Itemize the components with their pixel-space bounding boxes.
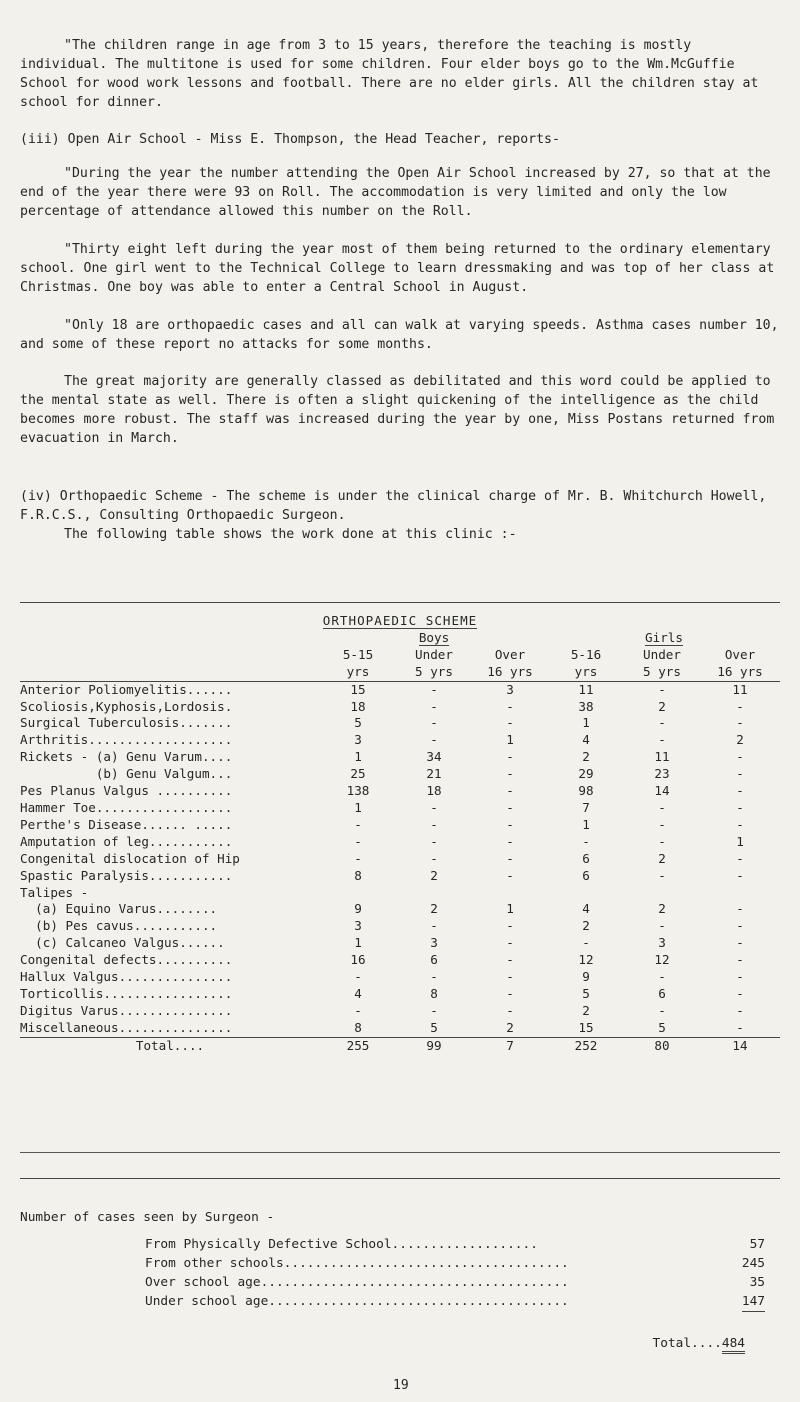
table-cell: 21 [426, 766, 442, 782]
table-cell: - [736, 850, 744, 866]
table-cell: - [430, 969, 438, 985]
summary-row [145, 1293, 765, 1311]
total-cell: 99 [426, 1037, 442, 1053]
table-cell: - [736, 985, 744, 1001]
table-row [20, 868, 780, 885]
table-cell: - [658, 918, 666, 934]
table-cell: - [736, 935, 744, 951]
table-row [20, 851, 780, 868]
table-cell: 3 [658, 935, 666, 951]
table-cell: - [658, 732, 666, 748]
paragraph-children-age: "The children range in age from 3 to 15 years, therefore the teaching is mostly individual. The multitone is used for some children. Four elder boys go to the Wm.McGuffie School for wood work lessons and football. There are no elder girls. All the children stay at school for dinner. [20, 38, 759, 110]
table-cell: 2 [472, 1020, 548, 1037]
col-head-line1: Over [494, 646, 526, 662]
col-head-line1: 5-16 [570, 646, 602, 662]
table-cell: 2 [736, 732, 744, 748]
table-cell: - [430, 816, 438, 832]
table-cell: 6 [430, 952, 438, 968]
table-cell: 1 [506, 732, 514, 748]
table-bottom-rule [20, 1178, 780, 1179]
table-cell: 2 [582, 918, 590, 934]
table-cell [624, 885, 700, 902]
col-head-line2: 5 yrs [624, 664, 700, 681]
table-cell: - [736, 952, 744, 968]
table-cell: - [736, 1002, 744, 1018]
group-header-girls: Girls [645, 629, 683, 645]
table-cell: 3 [354, 732, 362, 748]
row-label: Scoliosis,Kyphosis,Lordosis. [20, 698, 233, 714]
table-cell: - [736, 715, 744, 731]
heading-open-air-school: (iii) Open Air School - Miss E. Thompson, the Head Teacher, reports- [20, 132, 560, 147]
table-cell: 2 [658, 850, 666, 866]
table-cell: - [658, 816, 666, 832]
table-cell: - [506, 1002, 514, 1018]
table-cell: - [506, 816, 514, 832]
table-cell: 3 [354, 918, 362, 934]
table-cell: 1 [506, 901, 514, 917]
total-rule [20, 1152, 780, 1153]
col-head-line1: Under [643, 646, 681, 662]
summary-row-label: From other schools..................................... [145, 1256, 569, 1271]
summary-row [145, 1274, 765, 1292]
table-cell: 15 [350, 681, 366, 697]
table-cell: - [506, 952, 514, 968]
table-cell: - [736, 901, 744, 917]
table-row [20, 918, 780, 935]
heading-orthopaedic-scheme: (iv) Orthopaedic Scheme - The scheme is under the clinical charge of Mr. B. Whitchurch Howell, F.R.C.S., Consulting Orthopaedic Surgeon. [20, 489, 767, 523]
table-cell: - [430, 833, 438, 849]
table-cell: 23 [654, 766, 670, 782]
table-cell: 5 [396, 1020, 472, 1037]
table-cell: 98 [578, 783, 594, 799]
table-cell: - [736, 918, 744, 934]
row-label: Arthritis................... [20, 732, 233, 748]
table-cell: 2 [582, 749, 590, 765]
table-cell: 9 [582, 969, 590, 985]
table-row [20, 834, 780, 851]
table-cell: 6 [658, 985, 666, 1001]
table-cell: - [736, 816, 744, 832]
table-cell: - [430, 799, 438, 815]
table-cell: 6 [582, 867, 590, 883]
col-head-line1: 5-15 [342, 646, 374, 662]
paragraph-orthopaedic-cases: "Only 18 are orthopaedic cases and all can walk at varying speeds. Asthma cases number 10, and some of these report no attacks for some months. [20, 318, 779, 352]
table-cell: 3 [506, 681, 514, 697]
table-cell: - [506, 833, 514, 849]
summary-row-value: 35 [749, 1275, 765, 1290]
table-cell: - [430, 698, 438, 714]
table-cell: - [658, 833, 666, 849]
row-label: Congenital dislocation of Hip [20, 850, 240, 866]
table-row [20, 699, 780, 716]
table-row [20, 986, 780, 1003]
table-cell: - [506, 799, 514, 815]
paragraph-debilitated: The great majority are generally classed as debilitated and this word could be applied to the mental state as well. There is often a slight quickening of the intelligence as the child becomes more robust. The staff was increased during the year by one, Miss Postans returned from evacuation in March. [20, 374, 775, 446]
table-cell: - [658, 969, 666, 985]
table-cell: 1 [582, 715, 590, 731]
table-row [20, 681, 780, 698]
table-row [20, 885, 780, 902]
row-label: Hammer Toe.................. [20, 799, 233, 815]
summary-row-value: 147 [742, 1293, 765, 1312]
table-cell: 11 [654, 749, 670, 765]
row-label: (b) Pes cavus........... [20, 918, 218, 934]
table-row [20, 1020, 780, 1037]
table-row [20, 1003, 780, 1020]
table-cell [700, 885, 780, 902]
table-cell: 34 [426, 749, 442, 765]
row-label: (c) Calcaneo Valgus...... [20, 935, 225, 951]
col-head-line2: yrs [548, 664, 624, 681]
table-cell: - [736, 799, 744, 815]
table-cell: 11 [578, 681, 594, 697]
table-cell: 1 [354, 799, 362, 815]
row-label: Anterior Poliomyelitis...... [20, 681, 233, 697]
table-cell: 2 [658, 901, 666, 917]
total-cell: 255 [346, 1037, 370, 1053]
summary-row-label: Under school age....................................... [145, 1294, 569, 1309]
table-cell: - [506, 867, 514, 883]
table-cell: - [658, 1002, 666, 1018]
table-cell: - [736, 969, 744, 985]
table-cell: 2 [430, 901, 438, 917]
table-title: ORTHOPAEDIC SCHEME [322, 613, 478, 628]
table-cell: - [736, 698, 744, 714]
table-cell: - [506, 783, 514, 799]
table-cell: 5 [354, 715, 362, 731]
paragraph-thirty-eight-left: "Thirty eight left during the year most of them being returned to the ordinary elementary school. One girl went to the Technical College to learn dressmaking and was top of her class at Christmas. One boy was able to enter a Central School in August. [20, 242, 775, 295]
paragraph-table-intro: The following table shows the work done at this clinic :- [64, 527, 517, 542]
row-label: Pes Planus Valgus .......... [20, 783, 233, 799]
summary-row-value: 57 [749, 1237, 765, 1252]
col-head-line1: Over [724, 646, 756, 662]
table-cell: - [658, 799, 666, 815]
row-label: Digitus Varus............... [20, 1002, 233, 1018]
row-label: (a) Equino Varus........ [20, 901, 218, 917]
summary-heading: Number of cases seen by Surgeon - [20, 1210, 275, 1225]
table-cell: 1 [736, 833, 744, 849]
row-label: Amputation of leg........... [20, 833, 233, 849]
col-head-line2: 5 yrs [396, 664, 472, 681]
table-cell: - [736, 766, 744, 782]
table-row [20, 935, 780, 952]
table-cell [548, 885, 624, 902]
table-cell: 5 [582, 985, 590, 1001]
row-label: Talipes - [20, 884, 89, 900]
page-number: 19 [393, 1378, 409, 1393]
summary-total [653, 1336, 745, 1351]
table-cell: 38 [578, 698, 594, 714]
table-cell: 6 [582, 850, 590, 866]
table-cell: - [506, 749, 514, 765]
table-cell: - [506, 766, 514, 782]
table-cell: - [354, 833, 362, 849]
col-head-line1: Under [415, 646, 453, 662]
table-cell: 2 [430, 867, 438, 883]
table-cell: 1 [354, 935, 362, 951]
total-cell: 80 [654, 1037, 670, 1053]
table-cell: 9 [354, 901, 362, 917]
table-cell: - [506, 918, 514, 934]
row-label: Surgical Tuberculosis....... [20, 715, 233, 731]
table-cell: - [736, 749, 744, 765]
table-cell: 4 [354, 985, 362, 1001]
table-cell: 4 [582, 732, 590, 748]
table-cell: - [430, 918, 438, 934]
total-cell: 14 [732, 1037, 748, 1053]
table-row [20, 732, 780, 749]
table-cell: - [506, 935, 514, 951]
total-label: Total.... [135, 1037, 205, 1053]
table-cell: - [658, 715, 666, 731]
table-cell: 138 [346, 783, 370, 799]
total-cell: 7 [506, 1037, 514, 1053]
table-cell: 15 [548, 1020, 624, 1037]
table-cell: - [430, 715, 438, 731]
table-cell: 8 [320, 1020, 396, 1037]
table-cell: - [430, 681, 438, 697]
table-cell: - [506, 850, 514, 866]
table-cell: - [430, 1002, 438, 1018]
table-cell: - [736, 867, 744, 883]
row-label: Torticollis................. [20, 985, 233, 1001]
table-cell: 1 [354, 749, 362, 765]
table-cell: - [430, 732, 438, 748]
table-cell: 25 [350, 766, 366, 782]
table-cell: 2 [658, 698, 666, 714]
table-cell: 8 [354, 867, 362, 883]
table-cell: 7 [582, 799, 590, 815]
table-cell: 12 [654, 952, 670, 968]
table-row [20, 783, 780, 800]
table-cell: - [430, 850, 438, 866]
row-label: Rickets - (a) Genu Varum.... [20, 749, 233, 765]
table-row [20, 817, 780, 834]
summary-total-label: Total.... [652, 1336, 722, 1351]
table-cell: 1 [582, 816, 590, 832]
table-cell: 29 [578, 766, 594, 782]
table-cell: 18 [350, 698, 366, 714]
table-cell: 8 [430, 985, 438, 1001]
table-cell: 18 [426, 783, 442, 799]
summary-total-value: 484 [722, 1336, 745, 1354]
table-cell: 3 [430, 935, 438, 951]
summary-row-label: From Physically Defective School................... [145, 1237, 538, 1252]
table-row [20, 969, 780, 986]
table-cell: 2 [582, 1002, 590, 1018]
paragraph-open-air-attendance: "During the year the number attending the Open Air School increased by 27, so that at the end of the year there were 93 on Roll. The accommodation is very limited and only the low percentage of attendance allowed this number on the Roll. [20, 166, 771, 219]
table-row [20, 715, 780, 732]
table-cell: - [506, 985, 514, 1001]
table-row [20, 766, 780, 783]
table-cell: - [506, 969, 514, 985]
table-cell: - [658, 867, 666, 883]
row-label: Hallux Valgus............... [20, 969, 233, 985]
group-header-boys: Boys [418, 629, 450, 645]
row-label: Spastic Paralysis........... [20, 867, 233, 883]
col-head-line2: yrs [320, 664, 396, 681]
table-cell: - [736, 783, 744, 799]
summary-row [145, 1255, 765, 1273]
row-label: (b) Genu Valgum... [20, 766, 233, 782]
table-top-rule [20, 602, 780, 603]
table-row [20, 749, 780, 766]
table-cell: - [582, 935, 590, 951]
table-cell: - [354, 1002, 362, 1018]
table-cell: 4 [582, 901, 590, 917]
table-cell: 12 [578, 952, 594, 968]
table-cell: - [582, 833, 590, 849]
table-cell: - [506, 698, 514, 714]
table-cell: 5 [624, 1020, 700, 1037]
table-cell [320, 885, 396, 902]
table-cell: - [700, 1020, 780, 1037]
table-cell: - [354, 969, 362, 985]
orthopaedic-table [20, 613, 780, 1055]
table-cell: - [354, 850, 362, 866]
col-head-line2: 16 yrs [472, 664, 548, 681]
table-cell: - [354, 816, 362, 832]
row-label: Congenital defects.......... [20, 952, 233, 968]
table-cell: 16 [350, 952, 366, 968]
table-cell [472, 885, 548, 902]
table-cell: - [658, 681, 666, 697]
table-cell: 14 [654, 783, 670, 799]
row-label: Miscellaneous............... [20, 1020, 320, 1037]
summary-row-value: 245 [741, 1256, 765, 1271]
table-row [20, 800, 780, 817]
col-head-line2: 16 yrs [700, 664, 780, 681]
row-label: Perthe's Disease...... ..... [20, 816, 233, 832]
summary-row [145, 1236, 765, 1254]
table-cell: - [506, 715, 514, 731]
table-cell: 11 [732, 681, 748, 697]
table-cell [396, 885, 472, 902]
summary-row-label: Over school age........................................ [145, 1275, 569, 1290]
total-cell: 252 [574, 1037, 598, 1053]
table-row [20, 952, 780, 969]
table-row [20, 901, 780, 918]
